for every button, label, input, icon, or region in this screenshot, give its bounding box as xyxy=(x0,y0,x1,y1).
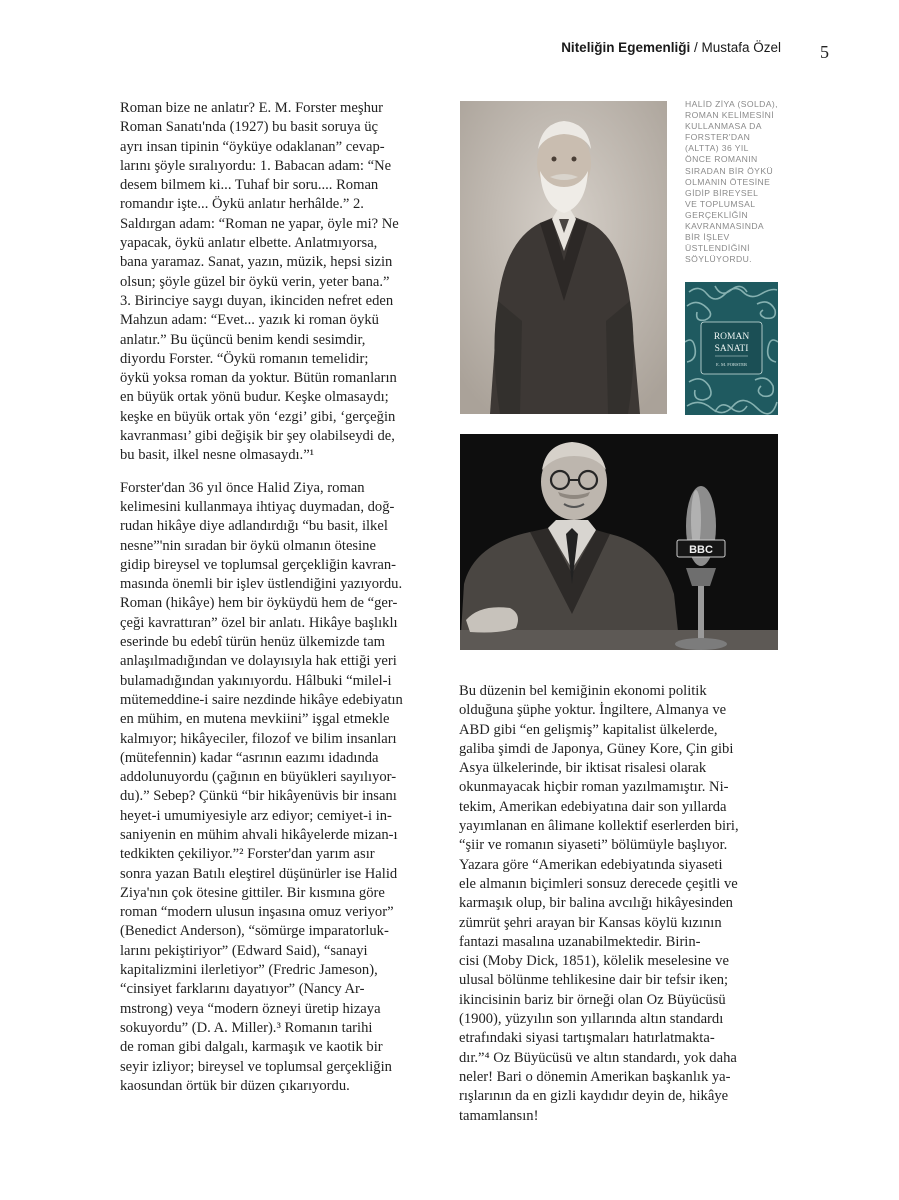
text-line: çeği kavrattıran” özel bir anlatı. Hikâye başlıklı xyxy=(120,614,398,631)
caption-line: ROMAN KELİMESİNİ xyxy=(685,110,775,121)
text-line: anlaşılmadığından ve dolayısıyla hak ettiği yeri xyxy=(120,653,397,670)
text-line: heyet-i umumiyesiyle arz ediyor; cemiyet-i in- xyxy=(120,807,392,824)
caption-line: HALİD ZİYA (SOLDA), xyxy=(685,99,778,109)
right-text-column xyxy=(459,682,789,1126)
text-line: “cinsiyet farklarını dayatıyor” (Nancy Ar- xyxy=(120,981,365,998)
text-line: en mühim, en mutena mevkiini” işgal etmekle xyxy=(120,711,390,728)
halid-ziya-portrait-photo xyxy=(460,101,667,414)
text-line: tedkikten çekiliyor.”² Forster'dan yarım asır xyxy=(120,846,375,863)
text-line: zümrüt şehri arayan bir Kansas köylü kızının xyxy=(459,914,722,931)
book-title-line2: SANATI xyxy=(714,344,749,354)
text-line: eserinde bu edebî türün henüz ülkemizde tam xyxy=(120,634,386,651)
text-line: Saldırgan adam: “Roman ne yapar, öyle mi? Ne xyxy=(120,215,399,232)
book-author: E. M. FORSTER xyxy=(715,362,748,367)
bbc-microphone-label: BBC xyxy=(689,544,713,556)
text-line: karmaşık olup, bir balina avcılığı hikâyesinden xyxy=(459,895,733,912)
caption-line: BİR İŞLEV xyxy=(685,232,730,243)
text-line: rudan hikâye diye adlandırdığı “bu basit, ilkel xyxy=(120,518,388,535)
book-title-line1: ROMAN xyxy=(713,332,750,342)
text-line: Roman (hikâye) hem bir öyküydü hem de “ger- xyxy=(120,595,398,612)
left-text-column xyxy=(120,99,450,1096)
text-line: kelimesini kullanmaya ihtiyaç duymadan, doğ- xyxy=(120,498,395,515)
text-line: Ziya'nın çok ötesine gittiler. Bir kısmına göre xyxy=(120,884,385,901)
text-line: okunmayacak hiçbir roman yazılmamıştır. Ni- xyxy=(459,779,729,796)
text-line: keşke en büyük ortak yön ‘ezgi’ gibi, ‘gerçeğin xyxy=(120,408,396,425)
paragraph-halid-ziya xyxy=(120,479,450,1097)
text-line: saniyenin en mühim ahvali hikâyelerde mizan-ı xyxy=(120,826,398,843)
text-line: ulusal bölünme tehlikesine dair bir tefsir iken; xyxy=(459,972,729,989)
text-line: kavranması’ gibi değişik bir şey olabilseydi de, xyxy=(120,428,395,445)
text-line: addolunuyordu (çağının en büyükleri sayılıyor- xyxy=(120,769,397,786)
text-line: mütemeddine-i saire nezdinde hikâye edebiyatın xyxy=(120,691,403,708)
text-line: nesne”'nin sıradan bir öykü olmanın ötesine xyxy=(120,537,376,554)
caption-line: VE TOPLUMSAL xyxy=(685,198,756,209)
caption-line: SÖYLÜYORDU. xyxy=(685,254,752,265)
text-line: yayımlanan en âlimane kollektif eserlerden biri, xyxy=(459,818,739,835)
text-line: rışlarının da en gizli kaydıdır deyin de, hikâye xyxy=(459,1088,729,1105)
caption-line: ÜSTLENDİĞİNİ xyxy=(685,243,750,254)
text-line: sonra yazan Batılı eleştirel düşünürler ise Halid xyxy=(120,865,398,882)
text-line: kapitalizmini ilerletiyor” (Fredric Jameson), xyxy=(120,962,378,979)
text-line: bu basit, ilkel nesne olmasaydı.”¹ xyxy=(120,447,315,464)
page-number: 5 xyxy=(820,42,829,62)
text-line: Roman Sanatı'nda (1927) bu basit soruya üç xyxy=(120,119,378,136)
caption-line: FORSTER'DAN xyxy=(685,132,751,143)
text-line: neler! Bari o dönemin Amerikan başkanlık ya- xyxy=(459,1068,731,1085)
caption-line: GİDİP BİREYSEL xyxy=(685,187,759,198)
text-line: roman “modern ulusun inşasına omuz veriyor” xyxy=(120,904,394,921)
caption-line: GERÇEKLİĞİN xyxy=(685,209,749,220)
text-line: bulamadığından yakınıyordu. Hâlbuki “milel-i xyxy=(120,672,392,689)
paragraph-political-economy xyxy=(459,682,789,1126)
text-line: de roman gibi dalgalı, karmaşık ve kaotik bir xyxy=(120,1039,383,1056)
text-line: “şiir ve romanın siyaseti” bölümüyle başlıyor. xyxy=(459,837,728,854)
caption-line: OLMANIN ÖTESİNE xyxy=(685,176,771,187)
text-line: (1900), yüzyılın son yıllarında altın standardı xyxy=(459,1011,724,1028)
text-line: etrafındaki siyasi tartışmaları hatırlatmakta- xyxy=(459,1030,715,1047)
text-line: seyir izliyor; bireysel ve toplumsal gerçekliğin xyxy=(120,1058,392,1075)
text-line: yapacak, öykü anlatır elbette. Anlatmıyorsa, xyxy=(120,235,378,252)
roman-sanati-book-cover xyxy=(685,282,778,415)
text-line: masında önemli bir işlev üstlendiğini yazıyordu. xyxy=(120,576,403,593)
text-line: larını şöyle sıralıyordu: 1. Babacan adam: “Ne xyxy=(120,157,392,174)
text-line: Yazara göre “Amerikan edebiyatında siyaseti xyxy=(459,856,723,873)
text-line: (Benedict Anderson), “sömürge imparatorluk- xyxy=(120,923,389,940)
text-line: kaosundan örtük bir düzen çıkarıyordu. xyxy=(120,1077,350,1094)
text-line: Bu düzenin bel kemiğinin ekonomi politik xyxy=(459,683,707,699)
text-line: tekim, Amerikan edebiyatına dair son yıllarda xyxy=(459,798,727,815)
text-line: bana yaramaz. Sanat, yazın, müzik, hepsi sizin xyxy=(120,254,393,271)
text-line: öykü yoksa roman da yoktur. Bütün romanların xyxy=(120,370,397,387)
header-title: Niteliğin Egemenliği xyxy=(561,40,691,55)
text-line: sokuyordu” (D. A. Miller).³ Romanın tarihi xyxy=(120,1019,373,1036)
photo-caption xyxy=(685,99,795,265)
text-line: ayrı insan tipinin “öyküye odaklanan” cevap- xyxy=(120,138,385,155)
text-line: en büyük ortak yönü budur. Keşke olmasaydı; xyxy=(120,389,389,406)
text-line: tamamlansın! xyxy=(459,1107,539,1124)
text-line: cisi (Moby Dick, 1851), kölelik meselesine ve xyxy=(459,953,729,970)
text-line: olsun; şöyle güzel bir öykü verin, yeter bana.” xyxy=(120,273,390,290)
text-line: romandır işte... Öykü anlatır herhâlde.” 2. xyxy=(120,196,364,213)
text-line: Asya ülkelerinde, bir iktisat risalesi olarak xyxy=(459,760,707,777)
text-line: galiba şimdi de Japonya, Güney Kore, Çin gibi xyxy=(459,740,734,757)
text-line: ikincisinin bariz bir örneği olan Oz Büyücüsü xyxy=(459,991,726,1008)
text-line: Mahzun adam: “Evet... yazık ki roman öykü xyxy=(120,312,379,329)
text-line: du).” Sebep? Çünkü “bir hikâyenüvis bir insanı xyxy=(120,788,397,805)
caption-line: ÖNCE ROMANIN xyxy=(685,154,758,165)
text-line: 3. Birinciye saygı duyan, ikinciden nefret eden xyxy=(120,292,394,309)
header-separator: / xyxy=(690,40,702,55)
text-line: diyordu Forster. “Öykü romanın temelidir; xyxy=(120,350,369,367)
caption-line: KAVRANMASINDA xyxy=(685,221,765,232)
text-line: desem bilmem ki... Tuhaf bir soru.... Roman xyxy=(120,177,379,194)
text-line: kalmıyor; hikâyeciler, filozof ve bilim insanları xyxy=(120,730,397,747)
header-author: Mustafa Özel xyxy=(701,40,781,55)
text-line: gidip bireysel ve toplumsal gerçekliğin kavran- xyxy=(120,556,396,573)
text-line: olduğuna şüphe yoktur. İngiltere, Almanya ve xyxy=(459,702,727,719)
caption-line: SIRADAN BİR ÖYKÜ xyxy=(685,165,774,176)
text-line: ele almanın biçimleri sonsuz derecede çeşitli ve xyxy=(459,875,738,892)
text-line: Forster'dan 36 yıl önce Halid Ziya, roman xyxy=(120,479,365,496)
text-line: mstrong) veya “modern özneyi üretip hizaya xyxy=(120,1000,381,1017)
text-line: ABD gibi “en gelişmiş” kapitalist ülkelerde, xyxy=(459,721,718,738)
text-line: Roman bize ne anlatır? E. M. Forster meşhur xyxy=(120,100,384,116)
text-line: (mütefennin) kadar “asrının eazımı idadında xyxy=(120,749,379,766)
text-line: dır.”⁴ Oz Büyücüsü ve altın standardı, yok daha xyxy=(459,1049,737,1066)
text-line: larını pekiştiriyor” (Edward Said), “sanayi xyxy=(120,942,368,959)
caption-line: KULLANMASA DA xyxy=(685,121,762,132)
paragraph-forster-novel xyxy=(120,99,450,466)
text-line: fantazi masalına uzanabilmektedir. Birin- xyxy=(459,933,701,950)
forster-bbc-photo xyxy=(460,434,778,650)
text-line: anlatır.” Bu üçüncü benim kendi sesimdir, xyxy=(120,331,366,348)
caption-line: (ALTTA) 36 YIL xyxy=(685,143,749,154)
running-header xyxy=(561,40,781,55)
